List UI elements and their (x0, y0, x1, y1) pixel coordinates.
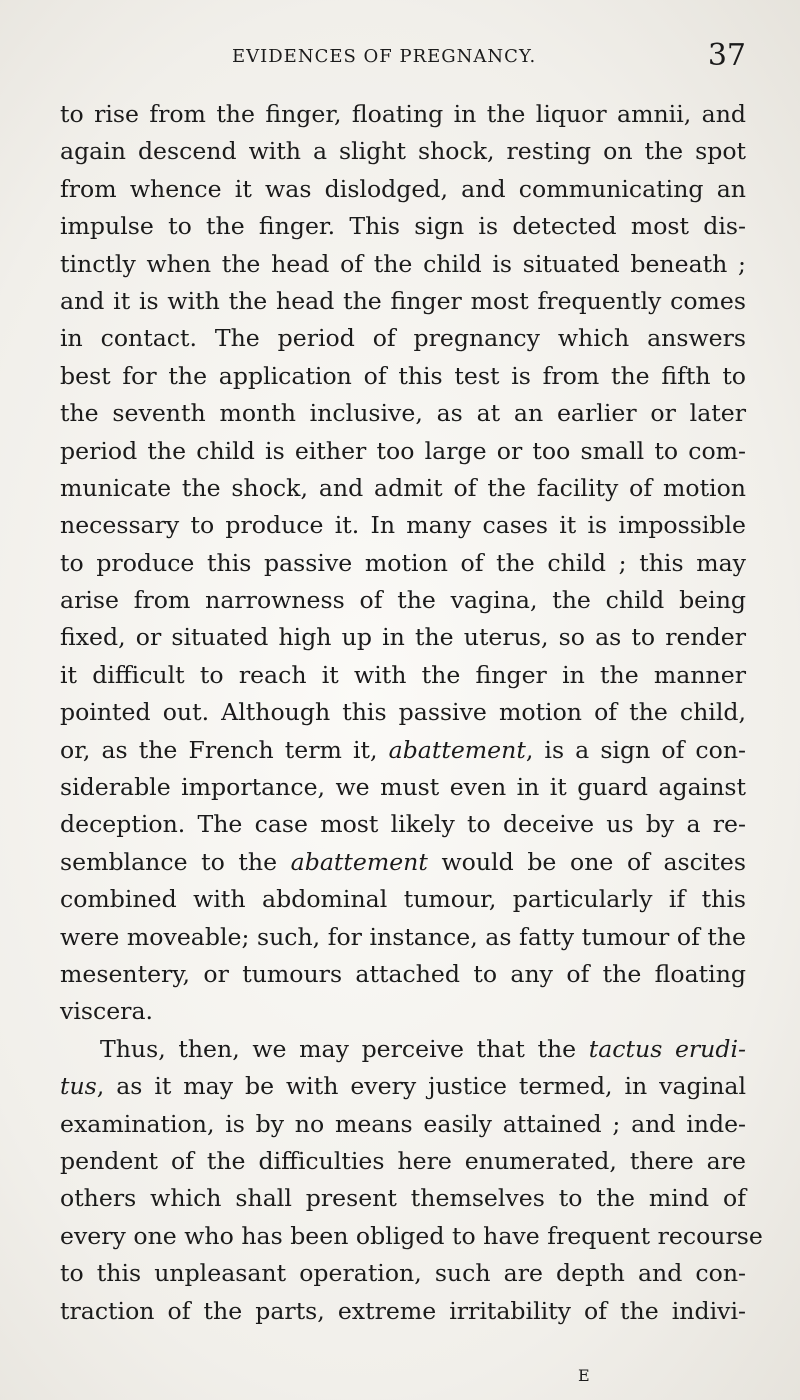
text-line: traction of the parts, extreme irritability of the indivi- (60, 1296, 746, 1325)
text-line: mesentery, or tumours attached to any of the floating (60, 959, 746, 988)
text-line: pointed out. Although this passive motion of the child, (60, 698, 746, 727)
text-run: Thus, then, we may perceive that the (100, 1034, 589, 1063)
text-line: in contact. The period of pregnancy which answers (60, 324, 746, 353)
text-run: , is a sign of con- (525, 735, 746, 764)
signature-mark: E (578, 1366, 591, 1385)
text-line: siderable importance, we must even in it guard against (60, 773, 746, 802)
text-line: to rise from the finger, floating in the liquor amnii, and (60, 100, 746, 128)
text-line (60, 1031, 746, 1068)
running-head: EVIDENCES OF PREGNANCY. (232, 46, 537, 67)
text-line (60, 732, 746, 769)
page-number: 37 (707, 38, 746, 73)
text-run: , as it may be with every justice termed, in vaginal (96, 1072, 746, 1101)
text-line (60, 1068, 746, 1105)
text-line: again descend with a slight shock, resting on the spot (60, 137, 746, 166)
text-line: and it is with the head the finger most frequently comes (60, 286, 746, 315)
text-line: deception. The case most likely to deceive us by a re- (60, 810, 746, 839)
italic-term: tactus erudi- (588, 1034, 747, 1063)
text-line: period the child is either too large or too small to com- (60, 436, 746, 465)
text-line: to this unpleasant operation, such are depth and con- (60, 1259, 746, 1288)
text-run: would be one of ascites (427, 847, 746, 876)
text-line: combined with abdominal tumour, particularly if this (60, 885, 746, 914)
text-line: tinctly when the head of the child is situated beneath ; (60, 249, 746, 278)
text-line: from whence it was dislodged, and communicating an (60, 174, 746, 203)
text-line: necessary to produce it. In many cases it is impossible (60, 511, 746, 540)
text-line (60, 844, 746, 881)
text-line: others which shall present themselves to the mind of (60, 1184, 746, 1213)
text-line: arise from narrowness of the vagina, the child being (60, 586, 746, 615)
text-line: it difficult to reach it with the finger in the manner (60, 660, 746, 689)
text-line: to produce this passive motion of the child ; this may (60, 548, 746, 577)
text-line: the seventh month inclusive, as at an earlier or later (60, 399, 746, 428)
italic-term: abattement (388, 735, 526, 764)
text-line: were moveable; such, for instance, as fatty tumour of the (60, 922, 746, 951)
text-line: municate the shock, and admit of the facility of motion (60, 473, 746, 502)
text-line: best for the application of this test is from the fifth to (60, 361, 746, 390)
page-header (60, 38, 746, 78)
text-line: every one who has been obliged to have frequent recourse (60, 1221, 763, 1250)
italic-term: abattement (290, 847, 428, 876)
text-line: impulse to the finger. This sign is detected most dis- (60, 212, 746, 241)
text-run: semblance to the (60, 847, 291, 876)
text-line: pendent of the difficulties here enumerated, there are (60, 1146, 746, 1175)
text-line: fixed, or situated high up in the uterus, so as to render (60, 623, 746, 652)
text-line: viscera. (60, 997, 154, 1026)
text-line: examination, is by no means easily attained ; and inde- (60, 1109, 746, 1138)
text-run: or, as the French term it, (60, 735, 389, 764)
italic-term: tus (60, 1072, 97, 1101)
body-text (60, 96, 763, 1330)
